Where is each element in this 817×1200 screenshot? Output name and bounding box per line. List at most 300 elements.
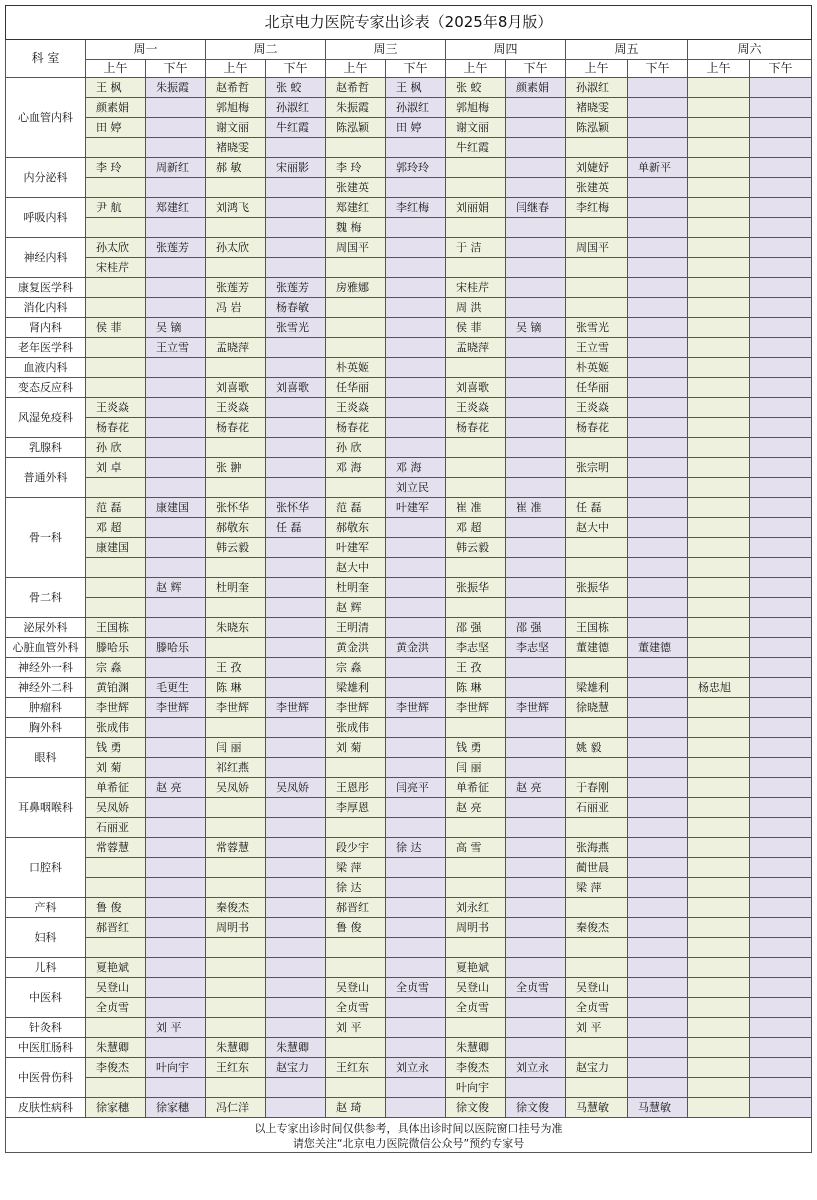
table-row xyxy=(6,798,812,818)
doctor-cell xyxy=(206,858,266,878)
doctor-cell: 吴 镝 xyxy=(146,318,206,338)
doctor-cell: 秦俊杰 xyxy=(566,918,628,938)
doctor-cell xyxy=(566,758,628,778)
doctor-cell xyxy=(206,1078,266,1098)
doctor-cell xyxy=(688,518,750,538)
doctor-cell xyxy=(386,658,446,678)
doctor-cell xyxy=(506,938,566,958)
doctor-cell xyxy=(566,1038,628,1058)
doctor-cell xyxy=(688,998,750,1018)
doctor-cell xyxy=(750,938,812,958)
doctor-cell xyxy=(506,718,566,738)
doctor-cell xyxy=(506,678,566,698)
doctor-cell xyxy=(750,898,812,918)
doctor-cell xyxy=(628,438,688,458)
doctor-cell: 刘 菊 xyxy=(326,738,386,758)
doctor-cell: 周新红 xyxy=(146,158,206,178)
doctor-cell xyxy=(628,918,688,938)
am-header: 上午 xyxy=(688,60,750,78)
doctor-cell xyxy=(86,1018,146,1038)
department-name: 心血管内科 xyxy=(6,78,86,158)
table-row xyxy=(6,858,812,878)
doctor-cell xyxy=(750,258,812,278)
table-row xyxy=(6,138,812,158)
doctor-cell xyxy=(688,338,750,358)
doctor-cell: 闫 丽 xyxy=(206,738,266,758)
doctor-cell: 祁红燕 xyxy=(206,758,266,778)
doctor-cell: 王国栋 xyxy=(86,618,146,638)
doctor-cell: 赵宝力 xyxy=(266,1058,326,1078)
doctor-cell xyxy=(566,138,628,158)
doctor-cell: 徐家穗 xyxy=(146,1098,206,1118)
doctor-cell: 滕哈乐 xyxy=(86,638,146,658)
doctor-cell: 王 孜 xyxy=(206,658,266,678)
doctor-cell xyxy=(266,1018,326,1038)
doctor-cell xyxy=(446,178,506,198)
doctor-cell xyxy=(628,698,688,718)
doctor-cell xyxy=(386,218,446,238)
doctor-cell: 郭玲玲 xyxy=(386,158,446,178)
doctor-cell xyxy=(506,398,566,418)
doctor-cell xyxy=(446,558,506,578)
department-name: 针灸科 xyxy=(6,1018,86,1038)
doctor-cell xyxy=(750,498,812,518)
doctor-cell xyxy=(266,878,326,898)
doctor-cell: 朴英姬 xyxy=(566,358,628,378)
doctor-cell xyxy=(750,178,812,198)
doctor-cell xyxy=(146,278,206,298)
doctor-cell xyxy=(566,818,628,838)
doctor-cell xyxy=(386,678,446,698)
doctor-cell xyxy=(506,1078,566,1098)
doctor-cell: 杨春花 xyxy=(446,418,506,438)
doctor-cell xyxy=(386,1038,446,1058)
doctor-cell xyxy=(688,198,750,218)
doctor-cell: 张莲芳 xyxy=(266,278,326,298)
doctor-cell xyxy=(688,398,750,418)
doctor-cell: 李志坚 xyxy=(446,638,506,658)
doctor-cell xyxy=(386,898,446,918)
department-name: 心脏血管外科 xyxy=(6,638,86,658)
doctor-cell xyxy=(266,978,326,998)
pm-header: 下午 xyxy=(750,60,812,78)
doctor-cell: 杨春花 xyxy=(86,418,146,438)
table-row xyxy=(6,1018,812,1038)
doctor-cell xyxy=(266,938,326,958)
doctor-cell xyxy=(688,318,750,338)
doctor-cell xyxy=(146,98,206,118)
doctor-cell xyxy=(506,538,566,558)
doctor-cell xyxy=(86,378,146,398)
day-header: 周一 xyxy=(86,40,206,60)
doctor-cell xyxy=(86,578,146,598)
table-row xyxy=(6,418,812,438)
doctor-cell xyxy=(386,1098,446,1118)
doctor-cell xyxy=(446,718,506,738)
department-name: 骨一科 xyxy=(6,498,86,578)
doctor-cell xyxy=(86,178,146,198)
doctor-cell xyxy=(750,818,812,838)
doctor-cell xyxy=(628,738,688,758)
doctor-cell xyxy=(688,178,750,198)
doctor-cell: 颜素娟 xyxy=(86,98,146,118)
doctor-cell xyxy=(386,618,446,638)
doctor-cell: 常蓉慧 xyxy=(86,838,146,858)
doctor-cell: 杜明奎 xyxy=(326,578,386,598)
doctor-cell: 全贞雪 xyxy=(566,998,628,1018)
doctor-cell: 任 磊 xyxy=(566,498,628,518)
doctor-cell xyxy=(750,198,812,218)
doctor-cell: 张海燕 xyxy=(566,838,628,858)
doctor-cell: 秦俊杰 xyxy=(206,898,266,918)
doctor-cell: 吴凤娇 xyxy=(266,778,326,798)
doctor-cell xyxy=(266,338,326,358)
doctor-cell: 宗 淼 xyxy=(86,658,146,678)
footer-line-2: 请您关注“北京电力医院微信公众号”预约专家号 xyxy=(292,1137,525,1150)
department-name: 内分泌科 xyxy=(6,158,86,198)
doctor-cell xyxy=(506,358,566,378)
table-row xyxy=(6,118,812,138)
doctor-cell: 王明清 xyxy=(326,618,386,638)
doctor-cell: 张雪光 xyxy=(566,318,628,338)
doctor-cell xyxy=(86,558,146,578)
doctor-cell xyxy=(206,558,266,578)
doctor-cell: 孙淑红 xyxy=(266,98,326,118)
doctor-cell xyxy=(566,658,628,678)
am-header: 上午 xyxy=(566,60,628,78)
doctor-cell xyxy=(506,138,566,158)
doctor-cell xyxy=(506,458,566,478)
doctor-cell xyxy=(206,798,266,818)
doctor-cell xyxy=(386,318,446,338)
doctor-cell xyxy=(206,638,266,658)
doctor-cell xyxy=(266,858,326,878)
table-row xyxy=(6,938,812,958)
doctor-cell xyxy=(628,98,688,118)
doctor-cell xyxy=(386,858,446,878)
doctor-cell xyxy=(266,1078,326,1098)
doctor-cell: 张雪光 xyxy=(266,318,326,338)
doctor-cell xyxy=(146,538,206,558)
doctor-cell xyxy=(86,218,146,238)
table-row xyxy=(6,778,812,798)
doctor-cell xyxy=(266,798,326,818)
doctor-cell: 李厚恩 xyxy=(326,798,386,818)
doctor-cell: 颜素娟 xyxy=(506,78,566,98)
doctor-cell xyxy=(326,298,386,318)
doctor-cell xyxy=(446,258,506,278)
am-header: 上午 xyxy=(86,60,146,78)
doctor-cell xyxy=(206,718,266,738)
doctor-cell xyxy=(750,718,812,738)
doctor-cell xyxy=(566,278,628,298)
table-row xyxy=(6,398,812,418)
doctor-cell xyxy=(506,518,566,538)
pm-header: 下午 xyxy=(506,60,566,78)
doctor-cell xyxy=(688,298,750,318)
doctor-cell: 郑建红 xyxy=(326,198,386,218)
doctor-cell: 朱慧卿 xyxy=(266,1038,326,1058)
doctor-cell xyxy=(566,958,628,978)
doctor-cell: 李世辉 xyxy=(206,698,266,718)
doctor-cell xyxy=(446,1018,506,1038)
doctor-cell xyxy=(146,398,206,418)
doctor-cell xyxy=(146,958,206,978)
doctor-cell: 王红东 xyxy=(206,1058,266,1078)
doctor-cell: 徐晓慧 xyxy=(566,698,628,718)
doctor-cell xyxy=(506,298,566,318)
doctor-cell: 全贞雪 xyxy=(446,998,506,1018)
doctor-cell xyxy=(688,358,750,378)
doctor-cell xyxy=(146,1078,206,1098)
doctor-cell xyxy=(628,338,688,358)
doctor-cell: 刘立永 xyxy=(386,1058,446,1078)
doctor-cell xyxy=(688,598,750,618)
doctor-cell xyxy=(628,458,688,478)
doctor-cell xyxy=(506,218,566,238)
department-name: 妇科 xyxy=(6,918,86,958)
doctor-cell xyxy=(688,758,750,778)
doctor-cell xyxy=(628,958,688,978)
doctor-cell: 杜明奎 xyxy=(206,578,266,598)
doctor-cell xyxy=(326,138,386,158)
doctor-cell xyxy=(86,338,146,358)
doctor-cell xyxy=(628,498,688,518)
doctor-cell: 杨春花 xyxy=(326,418,386,438)
doctor-cell: 蔺世晨 xyxy=(566,858,628,878)
department-name: 泌尿外科 xyxy=(6,618,86,638)
doctor-cell xyxy=(506,278,566,298)
page-title: 北京电力医院专家出诊表（2025年8月版） xyxy=(6,6,812,40)
doctor-cell xyxy=(628,818,688,838)
table-row xyxy=(6,238,812,258)
department-name: 眼科 xyxy=(6,738,86,778)
doctor-cell xyxy=(266,578,326,598)
doctor-cell xyxy=(326,338,386,358)
doctor-cell xyxy=(446,438,506,458)
doctor-cell: 孙 欣 xyxy=(326,438,386,458)
doctor-cell: 周国平 xyxy=(566,238,628,258)
department-name: 产科 xyxy=(6,898,86,918)
doctor-cell xyxy=(146,458,206,478)
doctor-cell: 刘婕妤 xyxy=(566,158,628,178)
doctor-cell xyxy=(628,78,688,98)
doctor-cell xyxy=(146,838,206,858)
doctor-cell xyxy=(750,578,812,598)
doctor-cell: 闫 丽 xyxy=(446,758,506,778)
table-row xyxy=(6,518,812,538)
doctor-cell xyxy=(628,798,688,818)
doctor-cell xyxy=(750,78,812,98)
doctor-cell xyxy=(688,278,750,298)
doctor-cell: 郝晋红 xyxy=(86,918,146,938)
doctor-cell: 房雅娜 xyxy=(326,278,386,298)
doctor-cell: 陈 琳 xyxy=(446,678,506,698)
doctor-cell xyxy=(628,858,688,878)
doctor-cell: 单希征 xyxy=(446,778,506,798)
doctor-cell: 刘喜歌 xyxy=(446,378,506,398)
doctor-cell: 夏艳斌 xyxy=(446,958,506,978)
doctor-cell xyxy=(688,1078,750,1098)
doctor-cell xyxy=(146,738,206,758)
doctor-cell xyxy=(506,378,566,398)
doctor-cell: 韩云毅 xyxy=(206,538,266,558)
doctor-cell xyxy=(86,878,146,898)
doctor-cell xyxy=(750,618,812,638)
doctor-cell xyxy=(446,458,506,478)
doctor-cell xyxy=(688,818,750,838)
doctor-cell xyxy=(386,998,446,1018)
doctor-cell xyxy=(688,878,750,898)
doctor-cell xyxy=(566,718,628,738)
doctor-cell xyxy=(750,338,812,358)
doctor-cell xyxy=(386,958,446,978)
doctor-cell xyxy=(750,398,812,418)
day-header: 周五 xyxy=(566,40,688,60)
doctor-cell xyxy=(628,418,688,438)
am-header: 上午 xyxy=(206,60,266,78)
doctor-cell xyxy=(628,518,688,538)
table-row xyxy=(6,258,812,278)
footer-note xyxy=(6,1118,812,1153)
table-header xyxy=(6,6,812,78)
doctor-cell xyxy=(628,878,688,898)
table-row xyxy=(6,958,812,978)
doctor-cell xyxy=(446,818,506,838)
doctor-cell xyxy=(146,518,206,538)
doctor-cell: 于春刚 xyxy=(566,778,628,798)
doctor-cell xyxy=(566,438,628,458)
doctor-cell xyxy=(750,998,812,1018)
doctor-cell xyxy=(506,338,566,358)
doctor-cell: 赵宝力 xyxy=(566,1058,628,1078)
department-name: 肿瘤科 xyxy=(6,698,86,718)
doctor-cell: 刘喜歌 xyxy=(266,378,326,398)
doctor-cell xyxy=(628,478,688,498)
doctor-cell xyxy=(146,358,206,378)
doctor-cell xyxy=(688,538,750,558)
doctor-cell xyxy=(628,398,688,418)
doctor-cell: 常蓉慧 xyxy=(206,838,266,858)
doctor-cell xyxy=(688,78,750,98)
doctor-cell: 杨春敏 xyxy=(266,298,326,318)
doctor-cell: 朱振霞 xyxy=(326,98,386,118)
doctor-cell xyxy=(628,558,688,578)
table-row xyxy=(6,178,812,198)
am-header: 上午 xyxy=(446,60,506,78)
doctor-cell: 杨春花 xyxy=(206,418,266,438)
doctor-cell xyxy=(446,878,506,898)
doctor-cell: 王立雪 xyxy=(146,338,206,358)
doctor-cell: 钱 勇 xyxy=(86,738,146,758)
doctor-cell xyxy=(506,918,566,938)
doctor-cell xyxy=(688,238,750,258)
doctor-cell xyxy=(688,158,750,178)
doctor-cell xyxy=(266,638,326,658)
doctor-cell: 李 玲 xyxy=(86,158,146,178)
doctor-cell xyxy=(326,1078,386,1098)
doctor-cell xyxy=(206,438,266,458)
doctor-cell: 赵希哲 xyxy=(206,78,266,98)
doctor-cell xyxy=(628,278,688,298)
doctor-cell xyxy=(446,938,506,958)
department-name: 耳鼻咽喉科 xyxy=(6,778,86,838)
doctor-cell: 赵 亮 xyxy=(146,778,206,798)
table-row xyxy=(6,378,812,398)
doctor-cell: 李世辉 xyxy=(326,698,386,718)
doctor-cell xyxy=(446,158,506,178)
doctor-cell: 石丽亚 xyxy=(86,818,146,838)
schedule-sheet xyxy=(5,5,811,1153)
doctor-cell: 周明书 xyxy=(206,918,266,938)
department-name: 神经外一科 xyxy=(6,658,86,678)
doctor-cell: 周国平 xyxy=(326,238,386,258)
doctor-cell xyxy=(688,798,750,818)
doctor-cell xyxy=(628,938,688,958)
doctor-cell: 赵 亮 xyxy=(446,798,506,818)
department-name: 肾内科 xyxy=(6,318,86,338)
doctor-cell: 张建英 xyxy=(566,178,628,198)
doctor-cell xyxy=(688,698,750,718)
doctor-cell xyxy=(386,538,446,558)
doctor-cell: 吴登山 xyxy=(86,978,146,998)
table-row xyxy=(6,658,812,678)
doctor-cell xyxy=(326,1038,386,1058)
doctor-cell: 张怀华 xyxy=(206,498,266,518)
doctor-cell: 郝敬东 xyxy=(206,518,266,538)
doctor-cell: 谢文丽 xyxy=(446,118,506,138)
doctor-cell xyxy=(146,258,206,278)
doctor-cell xyxy=(688,858,750,878)
pm-header: 下午 xyxy=(628,60,688,78)
doctor-cell xyxy=(206,818,266,838)
doctor-cell: 任 磊 xyxy=(266,518,326,538)
doctor-cell xyxy=(86,358,146,378)
table-row xyxy=(6,458,812,478)
doctor-cell xyxy=(266,758,326,778)
doctor-cell xyxy=(750,778,812,798)
doctor-cell xyxy=(750,138,812,158)
doctor-cell xyxy=(750,678,812,698)
doctor-cell: 宋丽影 xyxy=(266,158,326,178)
doctor-cell xyxy=(266,198,326,218)
doctor-cell xyxy=(688,98,750,118)
doctor-cell: 马慧敏 xyxy=(628,1098,688,1118)
doctor-cell xyxy=(506,758,566,778)
doctor-cell xyxy=(750,1018,812,1038)
doctor-cell: 徐文俊 xyxy=(446,1098,506,1118)
table-row xyxy=(6,738,812,758)
doctor-cell xyxy=(688,618,750,638)
table-row xyxy=(6,878,812,898)
doctor-cell xyxy=(566,538,628,558)
doctor-cell: 冯仁洋 xyxy=(206,1098,266,1118)
doctor-cell: 刘 平 xyxy=(566,1018,628,1038)
doctor-cell: 王炎焱 xyxy=(566,398,628,418)
doctor-cell: 刘 菊 xyxy=(86,758,146,778)
doctor-cell: 赵 辉 xyxy=(326,598,386,618)
doctor-cell xyxy=(688,938,750,958)
doctor-cell xyxy=(146,218,206,238)
doctor-cell xyxy=(146,798,206,818)
doctor-cell xyxy=(266,418,326,438)
doctor-cell xyxy=(386,938,446,958)
doctor-cell xyxy=(688,378,750,398)
doctor-cell xyxy=(628,298,688,318)
doctor-cell: 周 洪 xyxy=(446,298,506,318)
doctor-cell xyxy=(386,278,446,298)
doctor-cell: 石丽亚 xyxy=(566,798,628,818)
